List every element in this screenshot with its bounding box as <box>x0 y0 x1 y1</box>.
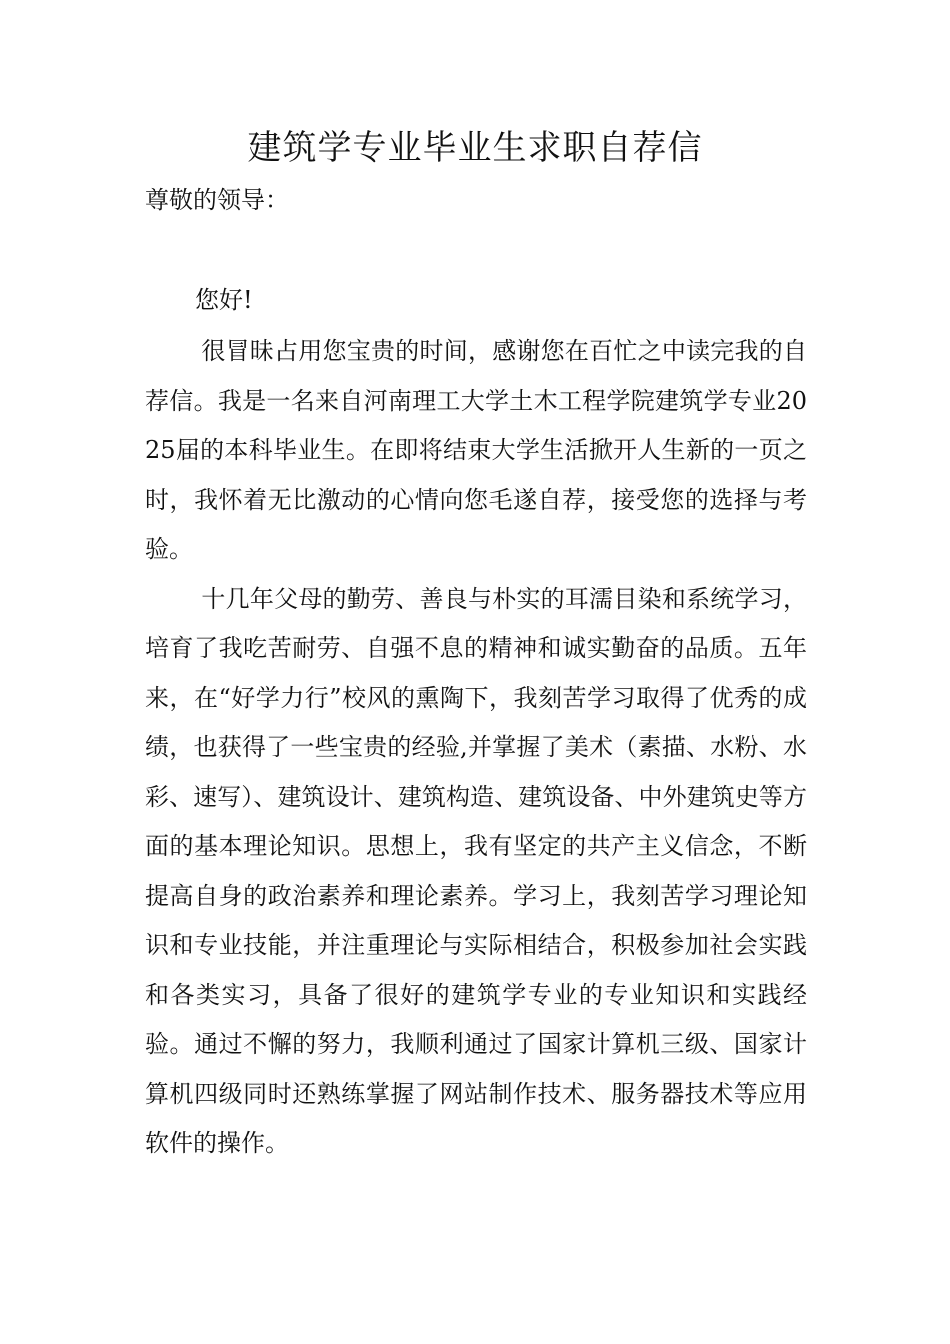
document-title: 建筑学专业毕业生求职自荐信 <box>247 128 703 168</box>
letter-body <box>145 327 807 1169</box>
paragraph-introduction: 很冒昧占用您宝贵的时间，感谢您在百忙之中读完我的自荐信。我是一名来自河南理工大学土木工程学院建筑学专业2025届的本科毕业生。在即将结束大学生活掀开人生新的一页之时，我怀着无比激动的心情向您毛遂自荐，接受您的选择与考验。 <box>145 337 807 563</box>
salutation: 尊敬的领导： <box>145 186 289 214</box>
greeting: 您好! <box>195 286 253 314</box>
paragraph-qualifications: 十几年父母的勤劳、善良与朴实的耳濡目染和系统学习，培育了我吃苦耐劳、自强不息的精神和诚实勤奋的品质。五年来，在“好学力行”校风的熏陶下，我刻苦学习取得了优秀的成绩，也获得了一些宝贵的经验,并掌握了美术（素描、水粉、水彩、速写）、建筑设计、建筑构造、建筑设备、中外建筑史等方面的基本理论知识。思想上，我有坚定的共产主义信念，不断提高自身的政治素养和理论素养。学习上，我刻苦学习理论知识和专业技能，并注重理论与实际相结合，积极参加社会实践和各类实习，具备了很好的建筑学专业的专业知识和实践经验。通过不懈的努力，我顺利通过了国家计算机三级、国家计算机四级同时还熟练掌握了网站制作技术、服务器技术等应用软件的操作。 <box>145 584 807 1157</box>
